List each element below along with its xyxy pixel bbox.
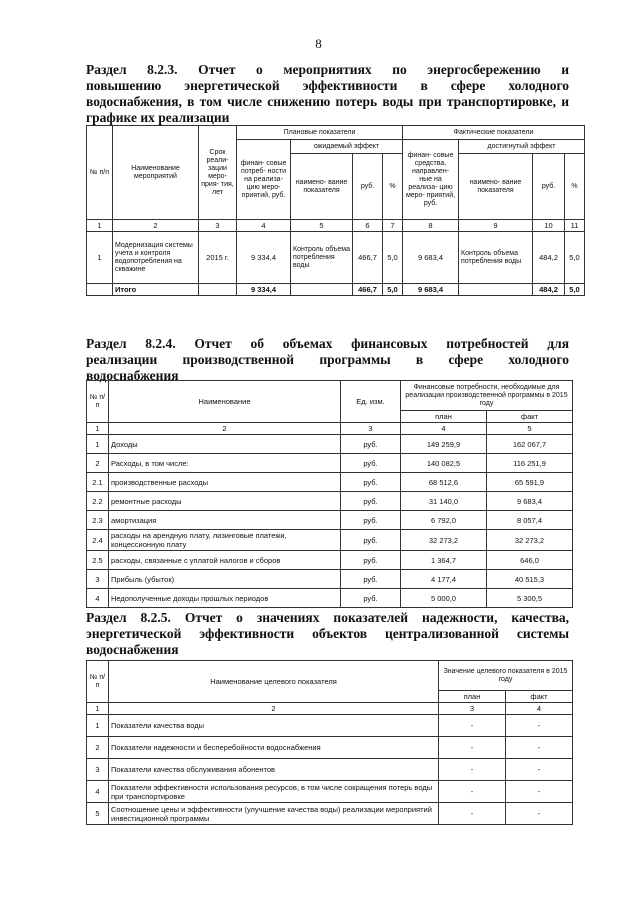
table-row	[87, 551, 573, 570]
row-num: 4	[87, 781, 109, 803]
row-num: 1	[87, 715, 109, 737]
row-num: 2.4	[87, 530, 109, 551]
row-unit: руб.	[341, 473, 401, 492]
header-ind-name-2: наимено- вание показателя	[459, 154, 533, 220]
section-825-heading	[86, 610, 569, 658]
row-rub-2: 484,2	[533, 232, 565, 284]
indicators-table	[86, 660, 573, 825]
heading-line: водоснабжения	[86, 368, 179, 383]
row-name: амортизация	[109, 511, 341, 530]
header-name: Наименование целевого показателя	[109, 661, 439, 703]
table-row	[87, 589, 573, 608]
heading-line: Раздел 8.2.4. Отчет об объемах финансовых потребностей для	[86, 336, 569, 351]
header-planned: Плановые показатели	[237, 126, 403, 140]
total-rub-2: 484,2	[533, 284, 565, 296]
row-fact: 646,0	[487, 551, 573, 570]
header-achieved: достигнутый эффект	[459, 140, 585, 154]
col-number: 3	[341, 423, 401, 435]
row-fact: 65 591,9	[487, 473, 573, 492]
row-unit: руб.	[341, 589, 401, 608]
row-name: Показатели надежности и бесперебойности водоснабжения	[109, 737, 439, 759]
section-823-heading	[86, 62, 569, 126]
total-empty	[291, 284, 353, 296]
col-number: 2	[113, 220, 199, 232]
heading-line: водоснабжения	[86, 642, 179, 657]
row-fact: -	[506, 803, 573, 825]
col-number: 6	[353, 220, 383, 232]
header-fact-fin: финан- совые средства, направлен- ные на реализа- цию меро- приятий, руб.	[403, 140, 459, 220]
table-row	[87, 454, 573, 473]
row-fact: 32 273,2	[487, 530, 573, 551]
header-plan: план	[401, 411, 487, 423]
row-name: производственные расходы	[109, 473, 341, 492]
col-number: 1	[87, 423, 109, 435]
row-unit: руб.	[341, 492, 401, 511]
row-plan: 68 512,6	[401, 473, 487, 492]
row-name: Показатели качества обслуживания абонентов	[109, 759, 439, 781]
header-rub: руб.	[353, 154, 383, 220]
total-pct-2: 5,0	[565, 284, 585, 296]
row-fact: -	[506, 737, 573, 759]
row-num: 2.1	[87, 473, 109, 492]
row-unit: руб.	[341, 454, 401, 473]
col-number: 4	[401, 423, 487, 435]
header-name: Наименование	[109, 381, 341, 423]
row-plan: 1 364,7	[401, 551, 487, 570]
row-name: Прибыль (убыток)	[109, 570, 341, 589]
table-row	[87, 232, 585, 284]
heading-line: водоснабжения, в том числе снижению потерь воды при транспортировке, и	[86, 94, 569, 109]
table-row	[87, 570, 573, 589]
total-row	[87, 284, 585, 296]
row-indicator-2: Контроль объема потребления воды	[459, 232, 533, 284]
table-row	[87, 737, 573, 759]
table-row	[87, 435, 573, 454]
header-pct: %	[383, 154, 403, 220]
row-plan: -	[439, 715, 506, 737]
col-number: 1	[87, 703, 109, 715]
row-fact: 40 515,3	[487, 570, 573, 589]
col-number: 8	[403, 220, 459, 232]
row-fact-fin: 9 683,4	[403, 232, 459, 284]
header-pct-2: %	[565, 154, 585, 220]
row-plan-fin: 9 334,4	[237, 232, 291, 284]
header-fin-needs: Финансовые потребности, необходимые для реализации производственной программы в 2015 году	[401, 381, 573, 411]
row-pct: 5,0	[383, 232, 403, 284]
header-target-value: Значение целевого показателя в 2015 году	[439, 661, 573, 691]
row-fact: -	[506, 759, 573, 781]
row-plan: 31 140,0	[401, 492, 487, 511]
row-name: Расходы, в том числе:	[109, 454, 341, 473]
header-actual: Фактические показатели	[403, 126, 585, 140]
row-fact: 116 251,9	[487, 454, 573, 473]
col-number: 9	[459, 220, 533, 232]
col-number: 3	[439, 703, 506, 715]
row-fact: 162 067,7	[487, 435, 573, 454]
table-row	[87, 715, 573, 737]
table-row	[87, 530, 573, 551]
heading-line: графике их реализации	[86, 110, 230, 125]
row-name: Соотношение цены и эффективности (улучшение качества воды) реализации мероприятий инвестиционной программы	[109, 803, 439, 825]
col-number: 4	[237, 220, 291, 232]
col-number: 3	[199, 220, 237, 232]
row-unit: руб.	[341, 511, 401, 530]
row-num: 1	[87, 232, 113, 284]
heading-line: повышению энергетической эффективности в сфере холодного	[86, 78, 569, 93]
header-term: Срок реали- зации меро- прия- тия, лет	[199, 126, 237, 220]
total-empty	[459, 284, 533, 296]
heading-line: Раздел 8.2.3. Отчет о мероприятиях по энергосбережению и	[86, 62, 569, 77]
row-pct-2: 5,0	[565, 232, 585, 284]
row-plan: 5 000,0	[401, 589, 487, 608]
row-unit: руб.	[341, 435, 401, 454]
header-plan-fin: финан- совые потреб- ности на реализа- цию меро- приятий, руб.	[237, 140, 291, 220]
row-num: 2.3	[87, 511, 109, 530]
page-number: 8	[315, 36, 322, 51]
header-num: № п/п	[87, 381, 109, 423]
row-num: 4	[87, 589, 109, 608]
row-unit: руб.	[341, 551, 401, 570]
row-term: 2015 г.	[199, 232, 237, 284]
header-unit: Ед. изм.	[341, 381, 401, 423]
total-empty	[199, 284, 237, 296]
row-num: 1	[87, 435, 109, 454]
measures-table	[86, 125, 585, 296]
col-number: 7	[383, 220, 403, 232]
col-number: 5	[487, 423, 573, 435]
header-plan: план	[439, 691, 506, 703]
table-row	[87, 759, 573, 781]
total-empty	[87, 284, 113, 296]
row-num: 2.2	[87, 492, 109, 511]
row-plan: 4 177,4	[401, 570, 487, 589]
col-number: 2	[109, 703, 439, 715]
financial-table	[86, 380, 573, 608]
total-fact-fin: 9 683,4	[403, 284, 459, 296]
row-num: 3	[87, 570, 109, 589]
row-num: 2	[87, 454, 109, 473]
header-fact: факт	[506, 691, 573, 703]
section-824-heading	[86, 336, 569, 384]
row-fact: 8 057,4	[487, 511, 573, 530]
header-name: Наименование мероприятий	[113, 126, 199, 220]
row-plan: -	[439, 803, 506, 825]
table-row	[87, 473, 573, 492]
heading-line: Раздел 8.2.5. Отчет о значениях показателей надежности, качества,	[86, 610, 569, 625]
col-number: 2	[109, 423, 341, 435]
row-num: 3	[87, 759, 109, 781]
col-number: 10	[533, 220, 565, 232]
row-plan: 140 082,5	[401, 454, 487, 473]
total-plan-fin: 9 334,4	[237, 284, 291, 296]
row-indicator: Контроль объема потребления воды	[291, 232, 353, 284]
col-number: 11	[565, 220, 585, 232]
row-name: Доходы	[109, 435, 341, 454]
row-fact: 9 683,4	[487, 492, 573, 511]
header-num: № п/п	[87, 126, 113, 220]
row-rub: 466,7	[353, 232, 383, 284]
header-expected: ожидаемый эффект	[291, 140, 403, 154]
row-name: ремонтные расходы	[109, 492, 341, 511]
row-num: 2.5	[87, 551, 109, 570]
row-num: 2	[87, 737, 109, 759]
row-plan: 6 792,0	[401, 511, 487, 530]
header-fact: факт	[487, 411, 573, 423]
header-num: № п/п	[87, 661, 109, 703]
table-row	[87, 492, 573, 511]
total-pct: 5,0	[383, 284, 403, 296]
row-name: Недополученные доходы прошлых периодов	[109, 589, 341, 608]
row-fact: -	[506, 715, 573, 737]
row-name: Показатели качества воды	[109, 715, 439, 737]
header-ind-name: наимено- вание показателя	[291, 154, 353, 220]
row-name: Показатели эффективности использования ресурсов, в том числе сокращения потерь воды при транспортировке	[109, 781, 439, 803]
row-name: расходы на арендную плату, лизинговые платежи, концессионную плату	[109, 530, 341, 551]
row-plan: 149 259,9	[401, 435, 487, 454]
row-plan: -	[439, 737, 506, 759]
heading-line: энергетической эффективности объектов централизованной системы	[86, 626, 569, 641]
table-row	[87, 781, 573, 803]
total-rub: 466,7	[353, 284, 383, 296]
row-unit: руб.	[341, 530, 401, 551]
row-num: 5	[87, 803, 109, 825]
row-fact: -	[506, 781, 573, 803]
heading-line: реализации производственной программы в сфере холодного	[86, 352, 569, 367]
row-name: Модернизация системы учета и контроля водопотребления на скважине	[113, 232, 199, 284]
row-unit: руб.	[341, 570, 401, 589]
col-number: 5	[291, 220, 353, 232]
row-plan: -	[439, 759, 506, 781]
table-row	[87, 803, 573, 825]
row-plan: 32 273,2	[401, 530, 487, 551]
row-fact: 5 300,5	[487, 589, 573, 608]
row-plan: -	[439, 781, 506, 803]
header-rub-2: руб.	[533, 154, 565, 220]
col-number: 1	[87, 220, 113, 232]
row-name: расходы, связанные с уплатой налогов и сборов	[109, 551, 341, 570]
col-number: 4	[506, 703, 573, 715]
table-row	[87, 511, 573, 530]
total-label: Итого	[113, 284, 199, 296]
